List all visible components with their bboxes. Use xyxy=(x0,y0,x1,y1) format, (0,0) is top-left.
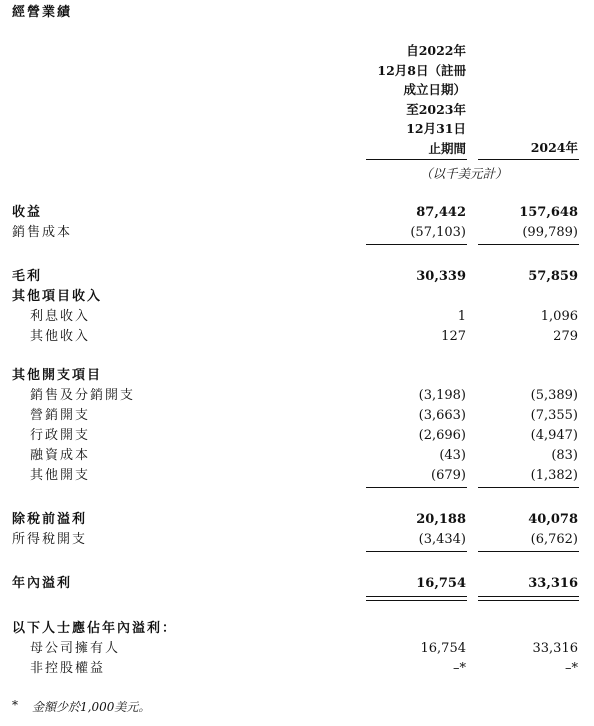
footnote-text: 金額少於1,000美元。 xyxy=(32,700,151,714)
row-label: 銷售成本 xyxy=(12,225,73,240)
row-value-period2: 40,078 xyxy=(528,512,578,527)
section-label: 其他開支項目 xyxy=(12,368,103,383)
section-label: 其他項目收入 xyxy=(12,289,103,304)
row-value-period2: 157,648 xyxy=(519,205,578,220)
row-value-period2: –* xyxy=(565,661,578,676)
row-value-period2: 33,316 xyxy=(532,641,578,656)
row-value-period2: (4,947) xyxy=(530,428,578,443)
row-value-period2: (1,382) xyxy=(530,468,578,483)
row-value-period2: (99,789) xyxy=(522,225,578,240)
header-rule xyxy=(478,159,579,160)
subtotal-rule xyxy=(478,487,579,488)
subtotal-rule xyxy=(366,487,467,488)
row-label: 毛利 xyxy=(12,269,43,284)
row-label: 除稅前溢利 xyxy=(12,512,88,527)
row-label: 收益 xyxy=(12,205,43,220)
period1-line: 自2022年 xyxy=(406,43,466,58)
row-value-period2: (5,389) xyxy=(530,388,578,403)
row-value-period2: (6,762) xyxy=(530,532,578,547)
subtotal-rule xyxy=(366,551,467,552)
row-value-period1: (3,434) xyxy=(418,532,466,547)
row-value-period1: (43) xyxy=(439,448,466,463)
row-label: 銷售及分銷開支 xyxy=(30,388,136,403)
row-value-period1: 127 xyxy=(441,329,466,344)
row-value-period1: 20,188 xyxy=(416,512,466,527)
total-double-rule xyxy=(478,596,579,601)
period1-line: 至2023年 xyxy=(406,101,466,117)
row-label: 非控股權益 xyxy=(30,661,106,676)
row-value-period2: 57,859 xyxy=(528,269,578,284)
row-value-period2: 279 xyxy=(553,329,578,344)
row-value-period1: (3,663) xyxy=(418,408,466,423)
row-value-period1: 30,339 xyxy=(416,269,466,284)
row-value-period1: 16,754 xyxy=(420,641,466,656)
unit-caption: （以千美元計） xyxy=(420,166,508,181)
row-value-period2: 1,096 xyxy=(540,309,578,324)
row-value-period1: 1 xyxy=(457,309,466,324)
period1-line: 止期間 xyxy=(428,140,466,156)
column-header-period2: 2024年 xyxy=(530,140,578,155)
row-value-period1: 87,442 xyxy=(416,205,466,220)
row-value-period2: (83) xyxy=(551,448,578,463)
footnote-mark: * xyxy=(12,698,18,712)
row-value-period1: (2,696) xyxy=(418,428,466,443)
row-value-period2: 33,316 xyxy=(528,576,578,591)
section-label: 以下人士應佔年內溢利： xyxy=(12,621,178,636)
row-label: 母公司擁有人 xyxy=(30,641,121,656)
period1-line: 12月8日（註冊 xyxy=(377,62,466,78)
subtotal-rule xyxy=(478,244,579,245)
row-label: 其他開支 xyxy=(30,468,91,483)
row-label: 利息收入 xyxy=(30,309,91,324)
subtotal-rule xyxy=(366,244,467,245)
row-value-period1: (3,198) xyxy=(418,388,466,403)
page-title: 經營業績 xyxy=(12,5,73,20)
row-label: 其他收入 xyxy=(30,329,91,344)
row-value-period2: (7,355) xyxy=(530,408,578,423)
row-value-period1: (57,103) xyxy=(410,225,466,240)
subtotal-rule xyxy=(478,551,579,552)
row-value-period1: (679) xyxy=(431,468,466,483)
column-header-period1 xyxy=(366,41,466,158)
row-value-period1: –* xyxy=(453,661,466,676)
period1-line: 成立日期） xyxy=(403,82,466,97)
header-rule xyxy=(366,159,467,160)
row-label: 營銷開支 xyxy=(30,408,91,423)
total-double-rule xyxy=(366,596,467,601)
row-label: 所得稅開支 xyxy=(12,532,88,547)
row-label: 融資成本 xyxy=(30,448,91,463)
row-value-period1: 16,754 xyxy=(416,576,466,591)
row-label: 行政開支 xyxy=(30,428,91,443)
row-label: 年內溢利 xyxy=(12,576,73,591)
period1-line: 12月31日 xyxy=(406,121,466,136)
